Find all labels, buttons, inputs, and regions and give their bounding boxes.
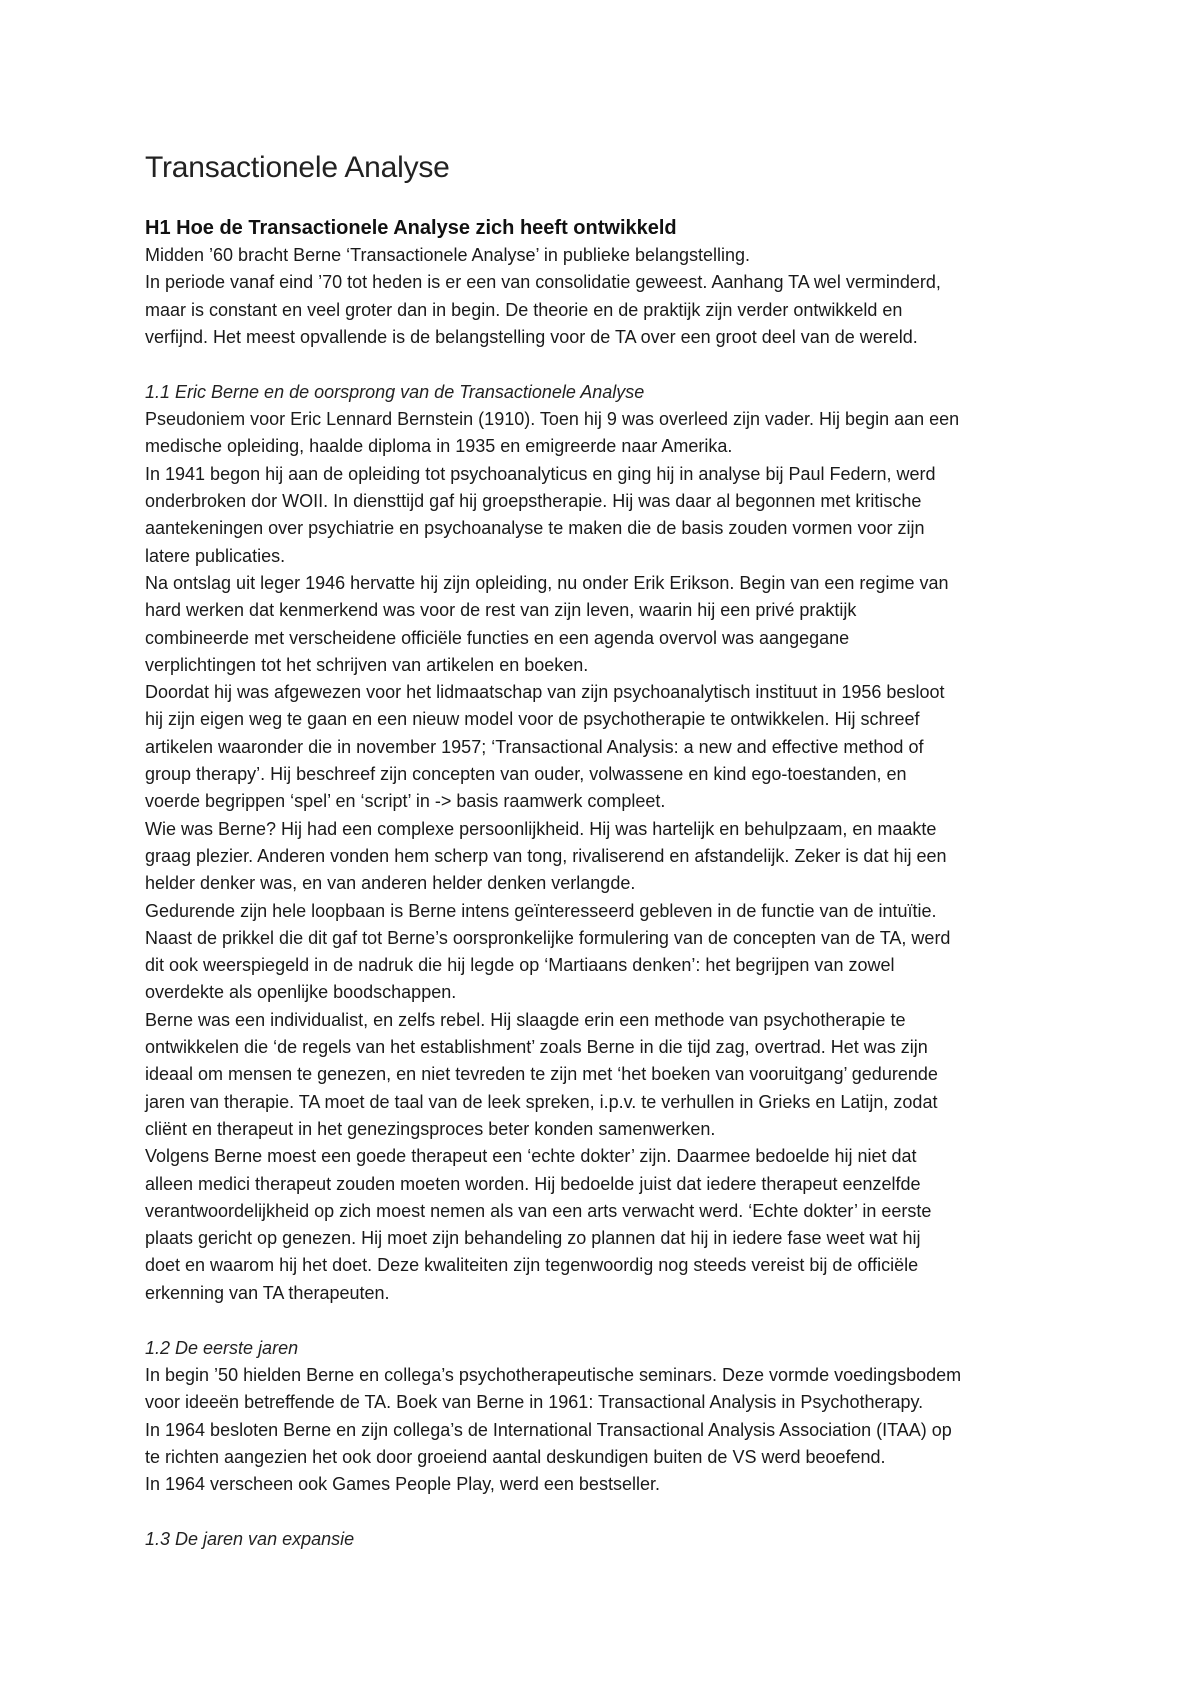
text-line: hij zijn eigen weg te gaan en een nieuw model voor de psychotherapie te ontwikkelen. Hij schreef bbox=[145, 709, 920, 730]
text-line: In 1964 verscheen ook Games People Play, werd een bestseller. bbox=[145, 1474, 660, 1495]
text-line: Midden ’60 bracht Berne ‘Transactionele Analyse’ in publieke belangstelling. bbox=[145, 245, 751, 265]
text-line: ontwikkelen die ‘de regels van het establishment’ zoals Berne in die tijd zag, overtrad. Het was zijn bbox=[145, 1037, 928, 1058]
document-page bbox=[145, 148, 1065, 1553]
text-line: Wie was Berne? Hij had een complexe persoonlijkheid. Hij was hartelijk en behulpzaam, en maakte bbox=[145, 818, 937, 839]
text-line: onderbroken dor WOII. In diensttijd gaf hij groepstherapie. Hij was daar al begonnen met kritische bbox=[145, 491, 922, 512]
text-line: cliënt en therapeut in het genezingsproces beter konden samenwerken. bbox=[145, 1118, 716, 1139]
text-line: plaats gericht op genezen. Hij moet zijn behandeling zo plannen dat hij in iedere fase weet wat hij bbox=[145, 1228, 921, 1249]
text-line: Pseudoniem voor Eric Lennard Bernstein (1910). Toen hij 9 was overleed zijn vader. Hij begin aan een bbox=[145, 409, 960, 430]
text-line: doet en waarom hij het doet. Deze kwaliteiten zijn tegenwoordig nog steeds vereist bij de officiële bbox=[145, 1255, 919, 1276]
section-heading: 1.3 De jaren van expansie bbox=[145, 1529, 355, 1550]
text-line: maar is constant en veel groter dan in begin. De theorie en de praktijk zijn verder ontwikkeld en bbox=[145, 299, 903, 320]
text-line: alleen medici therapeut zouden moeten worden. Hij bedoelde juist dat iedere therapeut eenzelfde bbox=[145, 1173, 921, 1194]
text-line: te richten aangezien het ook door groeiend aantal deskundigen buiten de VS werd beoefend. bbox=[145, 1446, 886, 1467]
text-line: latere publicaties. bbox=[145, 545, 286, 566]
text-line: medische opleiding, haalde diploma in 1935 en emigreerde naar Amerika. bbox=[145, 436, 733, 457]
section-paragraph bbox=[145, 406, 1065, 1307]
text-line: artikelen waaronder die in november 1957; ‘Transactional Analysis: a new and effective method of bbox=[145, 736, 924, 757]
text-line: Berne was een individualist, en zelfs rebel. Hij slaagde erin een methode van psychotherapie te bbox=[145, 1009, 906, 1030]
section-1-3 bbox=[145, 1526, 1065, 1553]
text-line: helder denker was, en van anderen helder denken verlangde. bbox=[145, 873, 636, 894]
text-line: erkenning van TA therapeuten. bbox=[145, 1282, 390, 1303]
text-line: In 1964 besloten Berne en zijn collega’s de International Transactional Analysis Association (ITAA) op bbox=[145, 1419, 952, 1440]
document-title: Transactionele Analyse bbox=[145, 151, 450, 184]
text-line: verplichtingen tot het schrijven van artikelen en boeken. bbox=[145, 654, 589, 675]
section-paragraph bbox=[145, 1362, 1065, 1498]
chapter-1 bbox=[145, 214, 1065, 351]
section-heading: 1.2 De eerste jaren bbox=[145, 1337, 299, 1358]
text-line: hard werken dat kenmerkend was voor de rest van zijn leven, waarin hij een privé praktijk bbox=[145, 600, 857, 621]
text-line: verfijnd. Het meest opvallende is de belangstelling voor de TA over een groot deel van de wereld. bbox=[145, 326, 918, 347]
text-line: voor ideeën betreffende de TA. Boek van Berne in 1961: Transactional Analysis in Psychotherapy. bbox=[145, 1392, 924, 1413]
text-line: Na ontslag uit leger 1946 hervatte hij zijn opleiding, nu onder Erik Erikson. Begin van een regime van bbox=[145, 572, 949, 593]
section-heading: 1.1 Eric Berne en de oorsprong van de Transactionele Analyse bbox=[145, 382, 645, 403]
text-line: Gedurende zijn hele loopbaan is Berne intens geïnteresseerd gebleven in de functie van de intuïtie. bbox=[145, 900, 937, 921]
text-line: graag plezier. Anderen vonden hem scherp van tong, rivaliserend en afstandelijk. Zeker is dat hij een bbox=[145, 845, 947, 866]
text-line: combineerde met verscheidene officiële functies en een agenda overvol was aangegane bbox=[145, 627, 850, 648]
chapter-heading: H1 Hoe de Transactionele Analyse zich heeft ontwikkeld bbox=[145, 217, 677, 239]
text-line: ideaal om mensen te genezen, en niet tevreden te zijn met ‘het boeken van vooruitgang’ gedurende bbox=[145, 1064, 938, 1085]
text-line: voerde begrippen ‘spel’ en ‘script’ in -> basis raamwerk compleet. bbox=[145, 791, 666, 812]
text-line: Naast de prikkel die dit gaf tot Berne’s oorspronkelijke formulering van de concepten van de TA, werd bbox=[145, 927, 951, 948]
text-line: dit ook weerspiegeld in de nadruk die hij legde op ‘Martiaans denken’: het begrijpen van zowel bbox=[145, 955, 895, 976]
text-line: Doordat hij was afgewezen voor het lidmaatschap van zijn psychoanalytisch instituut in 1956 besloot bbox=[145, 682, 945, 703]
text-line: jaren van therapie. TA moet de taal van de leek spreken, i.p.v. te verhullen in Grieks en Latijn, zodat bbox=[145, 1091, 938, 1112]
chapter-paragraph bbox=[145, 242, 1065, 351]
section-1-1 bbox=[145, 379, 1065, 1307]
text-line: aantekeningen over psychiatrie en psychoanalyse te maken die de basis zouden vormen voor zijn bbox=[145, 518, 925, 539]
text-line: Volgens Berne moest een goede therapeut een ‘echte dokter’ zijn. Daarmee bedoelde hij niet dat bbox=[145, 1146, 917, 1167]
text-line: overdekte als openlijke boodschappen. bbox=[145, 982, 457, 1003]
text-line: In periode vanaf eind ’70 tot heden is er een van consolidatie geweest. Aanhang TA wel verminderd, bbox=[145, 272, 941, 293]
text-line: group therapy’. Hij beschreef zijn concepten van ouder, volwassene en kind ego-toestanden, en bbox=[145, 764, 907, 785]
text-line: In 1941 begon hij aan de opleiding tot psychoanalyticus en ging hij in analyse bij Paul Federn, werd bbox=[145, 463, 936, 484]
section-1-2 bbox=[145, 1335, 1065, 1498]
text-line: verantwoordelijkheid op zich moest nemen als van een arts verwacht werd. ‘Echte dokter’ in eerste bbox=[145, 1200, 932, 1221]
text-line: In begin ’50 hielden Berne en collega’s psychotherapeutische seminars. Deze vormde voedingsbodem bbox=[145, 1364, 962, 1385]
